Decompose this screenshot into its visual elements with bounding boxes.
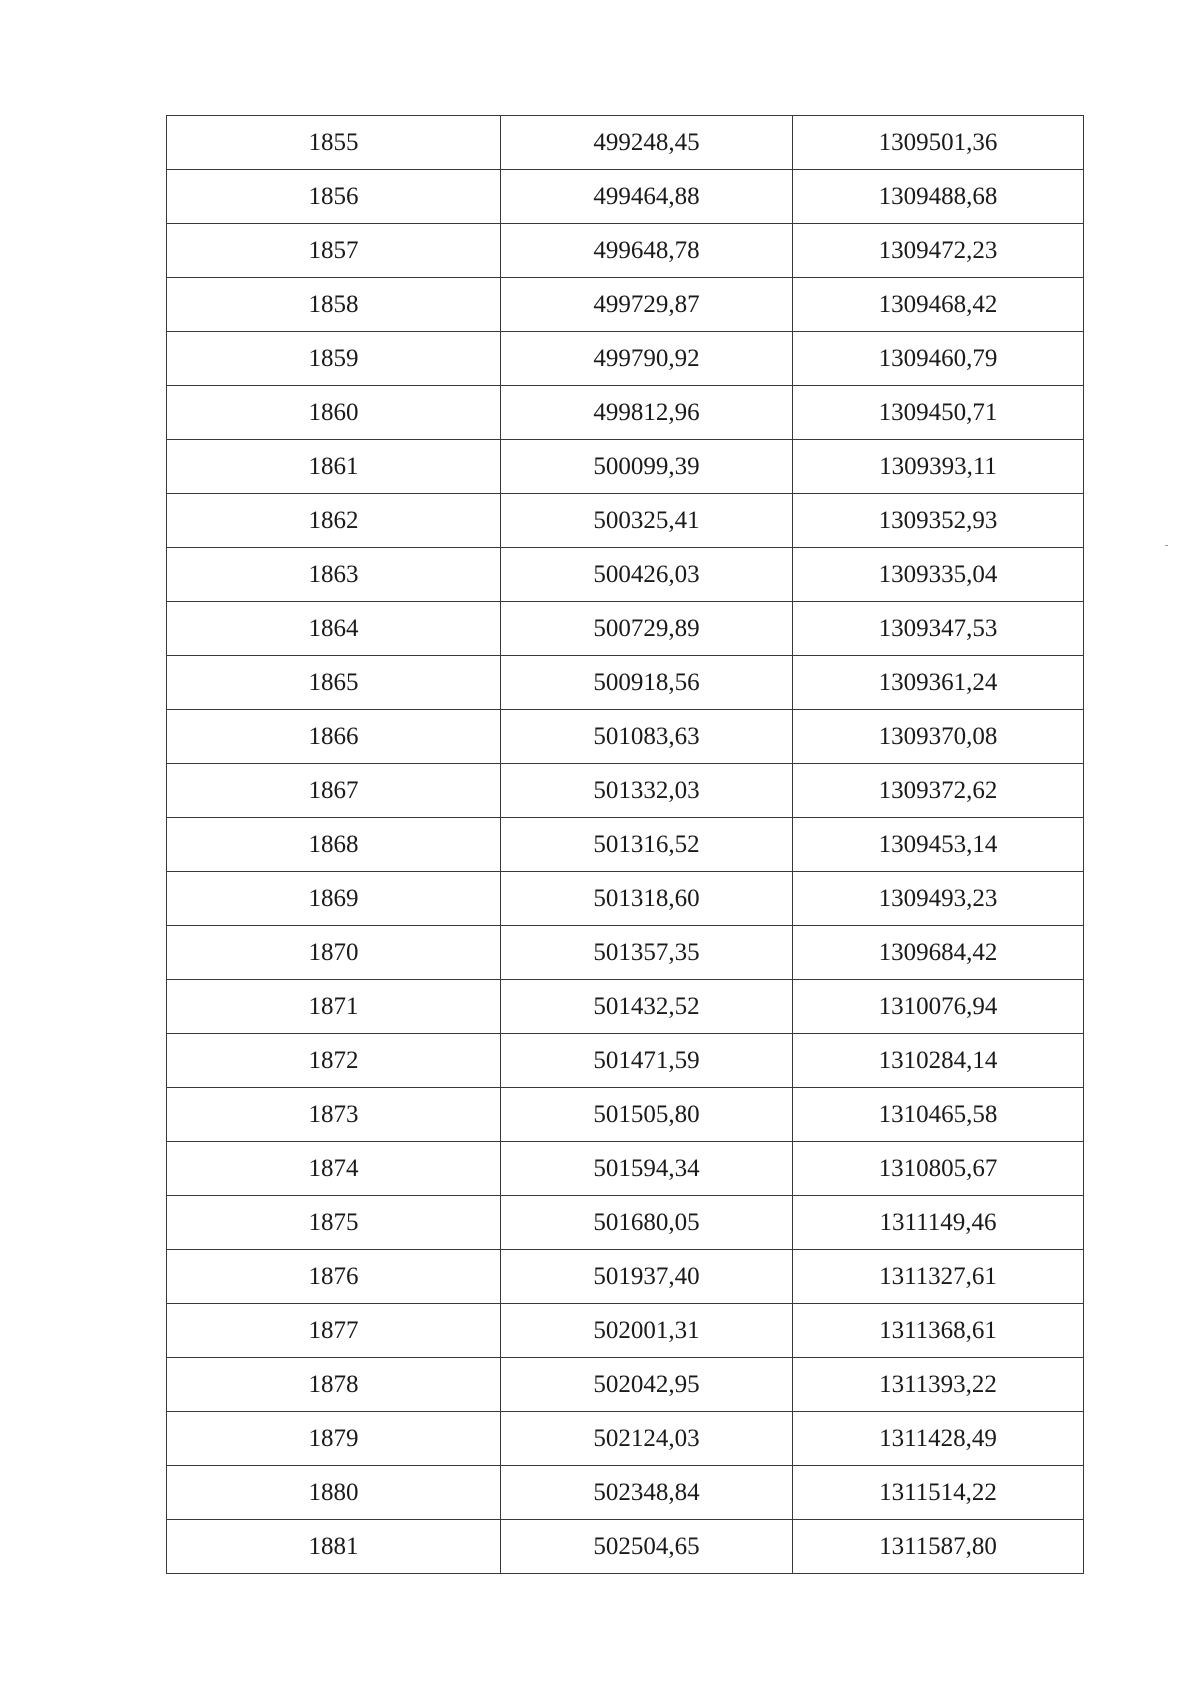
table-row (167, 386, 1084, 440)
coordinates-table (166, 115, 1084, 1574)
x-coordinate-cell: 501332,03 (501, 764, 793, 818)
table-row (167, 1412, 1084, 1466)
y-coordinate-cell: 1310465,58 (793, 1088, 1084, 1142)
point-number-cell: 1855 (167, 116, 501, 170)
y-coordinate-cell: 1311587,80 (793, 1520, 1084, 1574)
point-number-cell: 1860 (167, 386, 501, 440)
y-coordinate-cell: 1311368,61 (793, 1304, 1084, 1358)
table-row (167, 1466, 1084, 1520)
y-coordinate-cell: 1309370,08 (793, 710, 1084, 764)
y-coordinate-cell: 1309347,53 (793, 602, 1084, 656)
point-number-cell: 1875 (167, 1196, 501, 1250)
point-number-cell: 1872 (167, 1034, 501, 1088)
x-coordinate-cell: 502348,84 (501, 1466, 793, 1520)
point-number-cell: 1862 (167, 494, 501, 548)
point-number-cell: 1881 (167, 1520, 501, 1574)
point-number-cell: 1880 (167, 1466, 501, 1520)
x-coordinate-cell: 500325,41 (501, 494, 793, 548)
x-coordinate-cell: 499812,96 (501, 386, 793, 440)
x-coordinate-cell: 501083,63 (501, 710, 793, 764)
point-number-cell: 1870 (167, 926, 501, 980)
table-row (167, 440, 1084, 494)
table-row (167, 170, 1084, 224)
x-coordinate-cell: 499464,88 (501, 170, 793, 224)
x-coordinate-cell: 501680,05 (501, 1196, 793, 1250)
y-coordinate-cell: 1311393,22 (793, 1358, 1084, 1412)
table-row (167, 602, 1084, 656)
y-coordinate-cell: 1311514,22 (793, 1466, 1084, 1520)
point-number-cell: 1866 (167, 710, 501, 764)
y-coordinate-cell: 1309488,68 (793, 170, 1084, 224)
y-coordinate-cell: 1309393,11 (793, 440, 1084, 494)
y-coordinate-cell: 1310805,67 (793, 1142, 1084, 1196)
y-coordinate-cell: 1309468,42 (793, 278, 1084, 332)
table-row (167, 818, 1084, 872)
table-row (167, 710, 1084, 764)
table-row (167, 980, 1084, 1034)
x-coordinate-cell: 501471,59 (501, 1034, 793, 1088)
x-coordinate-cell: 500729,89 (501, 602, 793, 656)
x-coordinate-cell: 499648,78 (501, 224, 793, 278)
y-coordinate-cell: 1309352,93 (793, 494, 1084, 548)
point-number-cell: 1877 (167, 1304, 501, 1358)
point-number-cell: 1859 (167, 332, 501, 386)
x-coordinate-cell: 501357,35 (501, 926, 793, 980)
point-number-cell: 1857 (167, 224, 501, 278)
table-row (167, 1196, 1084, 1250)
table-row (167, 1250, 1084, 1304)
point-number-cell: 1873 (167, 1088, 501, 1142)
point-number-cell: 1863 (167, 548, 501, 602)
table-row (167, 278, 1084, 332)
x-coordinate-cell: 502042,95 (501, 1358, 793, 1412)
x-coordinate-cell: 500426,03 (501, 548, 793, 602)
point-number-cell: 1867 (167, 764, 501, 818)
table-row (167, 926, 1084, 980)
x-coordinate-cell: 501937,40 (501, 1250, 793, 1304)
y-coordinate-cell: 1309335,04 (793, 548, 1084, 602)
y-coordinate-cell: 1310284,14 (793, 1034, 1084, 1088)
x-coordinate-cell: 499248,45 (501, 116, 793, 170)
table-row (167, 1358, 1084, 1412)
point-number-cell: 1876 (167, 1250, 501, 1304)
point-number-cell: 1856 (167, 170, 501, 224)
x-coordinate-cell: 502001,31 (501, 1304, 793, 1358)
point-number-cell: 1869 (167, 872, 501, 926)
y-coordinate-cell: 1309472,23 (793, 224, 1084, 278)
table-row (167, 1142, 1084, 1196)
table-row (167, 224, 1084, 278)
y-coordinate-cell: 1309450,71 (793, 386, 1084, 440)
scan-mark (1165, 545, 1168, 546)
y-coordinate-cell: 1309372,62 (793, 764, 1084, 818)
y-coordinate-cell: 1309684,42 (793, 926, 1084, 980)
table-row (167, 1304, 1084, 1358)
y-coordinate-cell: 1311327,61 (793, 1250, 1084, 1304)
x-coordinate-cell: 501594,34 (501, 1142, 793, 1196)
y-coordinate-cell: 1311149,46 (793, 1196, 1084, 1250)
point-number-cell: 1864 (167, 602, 501, 656)
x-coordinate-cell: 501505,80 (501, 1088, 793, 1142)
point-number-cell: 1861 (167, 440, 501, 494)
table-row (167, 494, 1084, 548)
y-coordinate-cell: 1309460,79 (793, 332, 1084, 386)
x-coordinate-cell: 499729,87 (501, 278, 793, 332)
x-coordinate-cell: 501316,52 (501, 818, 793, 872)
y-coordinate-cell: 1309493,23 (793, 872, 1084, 926)
point-number-cell: 1858 (167, 278, 501, 332)
y-coordinate-cell: 1309453,14 (793, 818, 1084, 872)
point-number-cell: 1879 (167, 1412, 501, 1466)
table-row (167, 656, 1084, 710)
x-coordinate-cell: 502504,65 (501, 1520, 793, 1574)
table-row (167, 872, 1084, 926)
x-coordinate-cell: 502124,03 (501, 1412, 793, 1466)
point-number-cell: 1865 (167, 656, 501, 710)
y-coordinate-cell: 1309501,36 (793, 116, 1084, 170)
table-row (167, 1088, 1084, 1142)
y-coordinate-cell: 1309361,24 (793, 656, 1084, 710)
table-row (167, 1034, 1084, 1088)
table-row (167, 548, 1084, 602)
x-coordinate-cell: 500918,56 (501, 656, 793, 710)
x-coordinate-cell: 499790,92 (501, 332, 793, 386)
point-number-cell: 1878 (167, 1358, 501, 1412)
y-coordinate-cell: 1310076,94 (793, 980, 1084, 1034)
x-coordinate-cell: 501432,52 (501, 980, 793, 1034)
table-row (167, 1520, 1084, 1574)
point-number-cell: 1868 (167, 818, 501, 872)
y-coordinate-cell: 1311428,49 (793, 1412, 1084, 1466)
table-row (167, 116, 1084, 170)
x-coordinate-cell: 501318,60 (501, 872, 793, 926)
table-row (167, 332, 1084, 386)
point-number-cell: 1874 (167, 1142, 501, 1196)
x-coordinate-cell: 500099,39 (501, 440, 793, 494)
point-number-cell: 1871 (167, 980, 501, 1034)
table-row (167, 764, 1084, 818)
coordinates-table-body (167, 116, 1084, 1574)
